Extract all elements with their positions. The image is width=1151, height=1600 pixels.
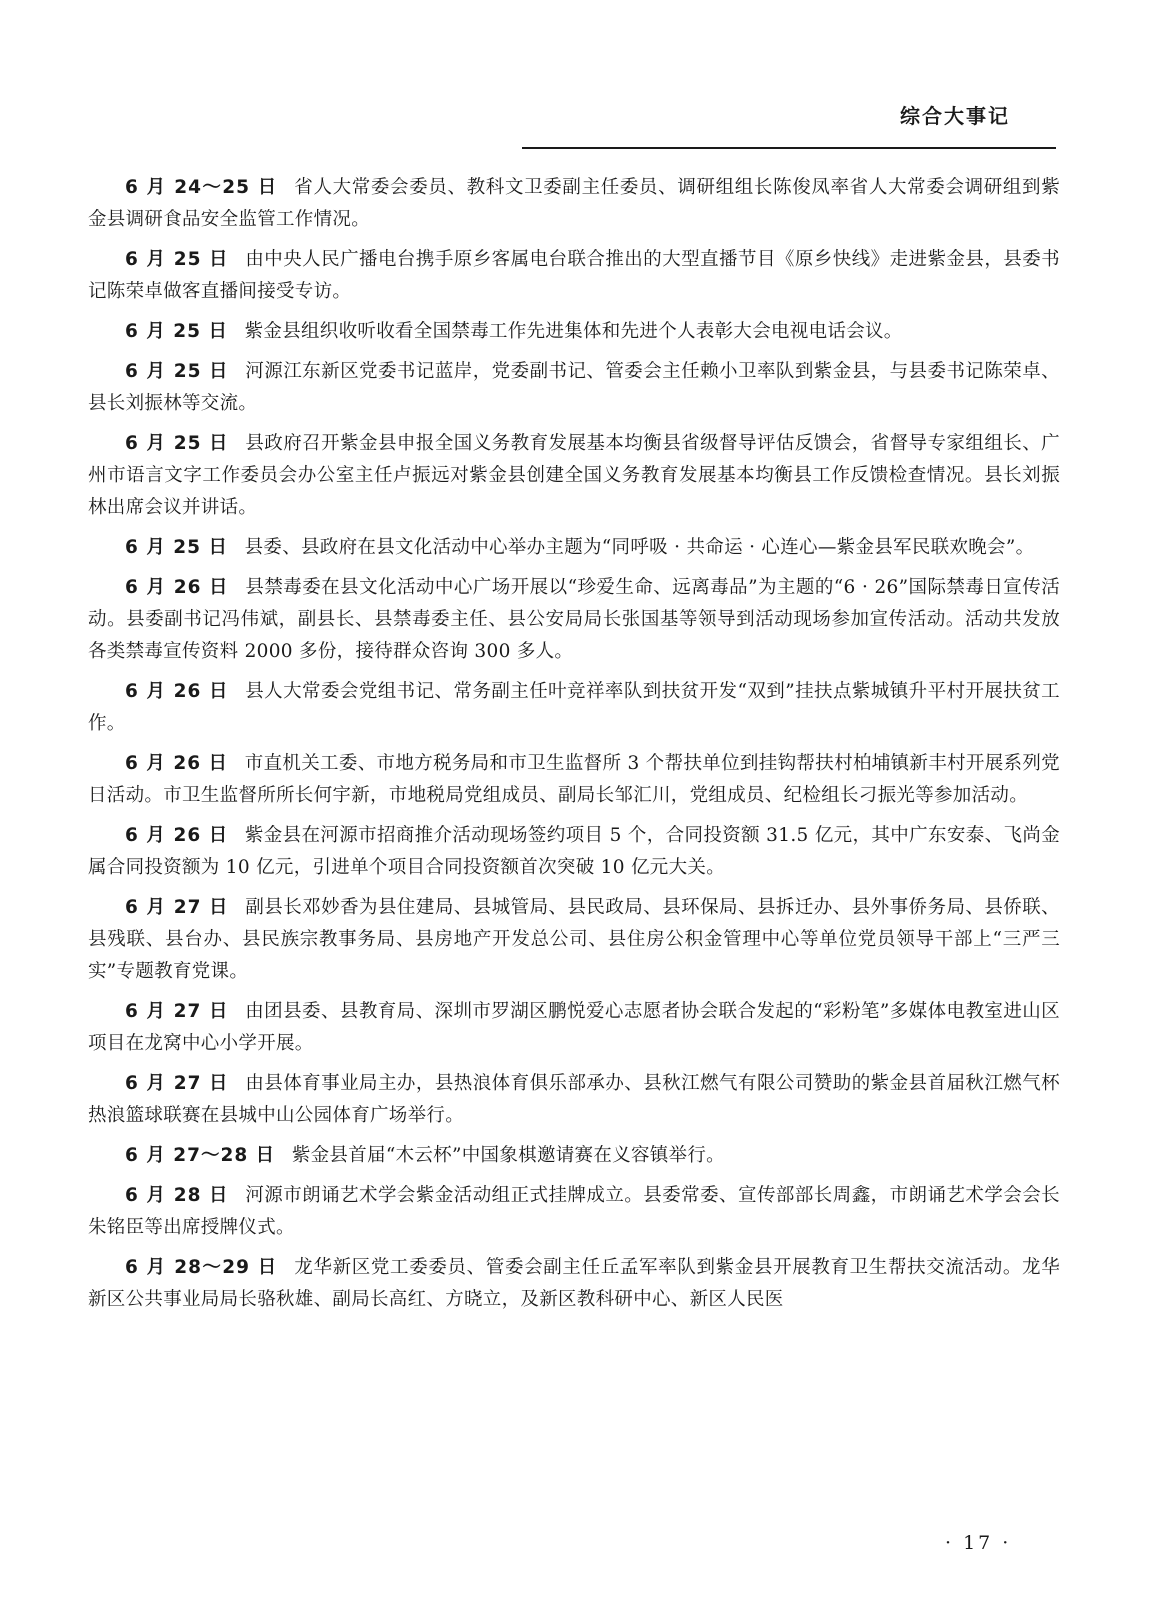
entry-text: 河源市朗诵艺术学会紫金活动组正式挂牌成立。县委常委、宣传部部长周鑫，市朗诵艺术学会会长朱铭臣等出席授牌仪式。 (88, 1185, 1060, 1238)
chronicle-entry (88, 316, 1060, 348)
entry-text: 由团县委、县教育局、深圳市罗湖区鹏悦爱心志愿者协会联合发起的“彩粉笔”多媒体电教室进山区项目在龙窝中心小学开展。 (88, 1001, 1060, 1054)
chronicle-entry (88, 356, 1060, 420)
entry-text: 县人大常委会党组书记、常务副主任叶竞祥率队到扶贫开发“双到”挂扶点紫城镇升平村开展扶贫工作。 (88, 681, 1060, 734)
entry-date: 6 月 26 日 (125, 577, 229, 598)
entry-text: 紫金县组织收听收看全国禁毒工作先进集体和先进个人表彰大会电视电话会议。 (244, 321, 903, 342)
chronicle-entry (88, 428, 1060, 524)
chronicle-entry (88, 1140, 1060, 1172)
page-number: · 17 · (945, 1532, 1012, 1554)
entry-text: 副县长邓妙香为县住建局、县城管局、县民政局、县环保局、县拆迁办、县外事侨务局、县侨联、县残联、县台办、县民族宗教事务局、县房地产开发总公司、县住房公积金管理中心等单位党员领导干部上“三严三实”专题教育党课。 (88, 897, 1060, 982)
chronicle-entry (88, 1068, 1060, 1132)
entry-date: 6 月 28～29 日 (125, 1257, 278, 1278)
entry-text: 紫金县首届“木云杯”中国象棋邀请赛在义容镇举行。 (291, 1145, 725, 1166)
chronicle-entry (88, 676, 1060, 740)
chronicle-entries (88, 172, 1060, 1324)
entry-text: 县禁毒委在县文化活动中心广场开展以“珍爱生命、远离毒品”为主题的“6 · 26”国际禁毒日宣传活动。县委副书记冯伟斌，副县长、县禁毒委主任、县公安局局长张国基等领导到活动现场参加宣传活动。活动共发放各类禁毒宣传资料 2000 多份，接待群众咨询 300 多人。 (88, 577, 1060, 662)
chronicle-entry (88, 996, 1060, 1060)
entry-text: 由县体育事业局主办，县热浪体育俱乐部承办、县秋江燃气有限公司赞助的紫金县首届秋江燃气杯热浪篮球联赛在县城中山公园体育广场举行。 (88, 1073, 1060, 1126)
entry-text: 市直机关工委、市地方税务局和市卫生监督所 3 个帮扶单位到挂钩帮扶村柏埔镇新丰村开展系列党日活动。市卫生监督所所长何宇新，市地税局党组成员、副局长邹汇川，党组成员、纪检组长刁振光等参加活动。 (88, 753, 1060, 806)
header-rule (522, 147, 1056, 149)
chronicle-entry (88, 172, 1060, 236)
chronicle-entry (88, 748, 1060, 812)
chronicle-entry (88, 1180, 1060, 1244)
entry-date: 6 月 27 日 (125, 1001, 229, 1022)
entry-date: 6 月 28 日 (125, 1185, 229, 1206)
entry-date: 6 月 25 日 (125, 249, 229, 270)
entry-text: 河源江东新区党委书记蓝岸，党委副书记、管委会主任赖小卫率队到紫金县，与县委书记陈荣卓、县长刘振林等交流。 (88, 361, 1060, 414)
entry-date: 6 月 27 日 (125, 1073, 229, 1094)
entry-date: 6 月 25 日 (125, 361, 229, 382)
running-header-title: 综合大事记 (900, 104, 1010, 128)
entry-text: 县委、县政府在县文化活动中心举办主题为“同呼吸 · 共命运 · 心连心—紫金县军民联欢晚会”。 (244, 537, 1035, 558)
entry-date: 6 月 25 日 (125, 433, 229, 454)
entry-date: 6 月 25 日 (125, 321, 228, 342)
entry-date: 6 月 27 日 (125, 897, 229, 918)
entry-text: 紫金县在河源市招商推介活动现场签约项目 5 个，合同投资额 31.5 亿元，其中广东安泰、飞尚金属合同投资额为 10 亿元，引进单个项目合同投资额首次突破 10 亿元大关。 (88, 825, 1060, 878)
chronicle-entry (88, 820, 1060, 884)
chronicle-entry (88, 532, 1060, 564)
entry-date: 6 月 26 日 (125, 681, 229, 702)
entry-text: 由中央人民广播电台携手原乡客属电台联合推出的大型直播节目《原乡快线》走进紫金县，县委书记陈荣卓做客直播间接受专访。 (88, 249, 1060, 302)
entry-text: 县政府召开紫金县申报全国义务教育发展基本均衡县省级督导评估反馈会，省督导专家组组长、广州市语言文字工作委员会办公室主任卢振远对紫金县创建全国义务教育发展基本均衡县工作反馈检查情况。县长刘振林出席会议并讲话。 (88, 433, 1060, 518)
entry-text: 龙华新区党工委委员、管委会副主任丘孟军率队到紫金县开展教育卫生帮扶交流活动。龙华新区公共事业局局长骆秋雄、副局长高红、方晓立，及新区教科研中心、新区人民医 (88, 1257, 1060, 1310)
chronicle-entry (88, 244, 1060, 308)
chronicle-entry (88, 572, 1060, 668)
chronicle-entry (88, 1252, 1060, 1316)
entry-date: 6 月 26 日 (125, 753, 229, 774)
entry-date: 6 月 26 日 (125, 825, 229, 846)
entry-text: 省人大常委会委员、教科文卫委副主任委员、调研组组长陈俊凤率省人大常委会调研组到紫金县调研食品安全监管工作情况。 (88, 177, 1060, 230)
chronicle-entry (88, 892, 1060, 988)
entry-date: 6 月 27～28 日 (125, 1145, 276, 1166)
entry-date: 6 月 25 日 (125, 537, 228, 558)
entry-date: 6 月 24～25 日 (125, 177, 278, 198)
